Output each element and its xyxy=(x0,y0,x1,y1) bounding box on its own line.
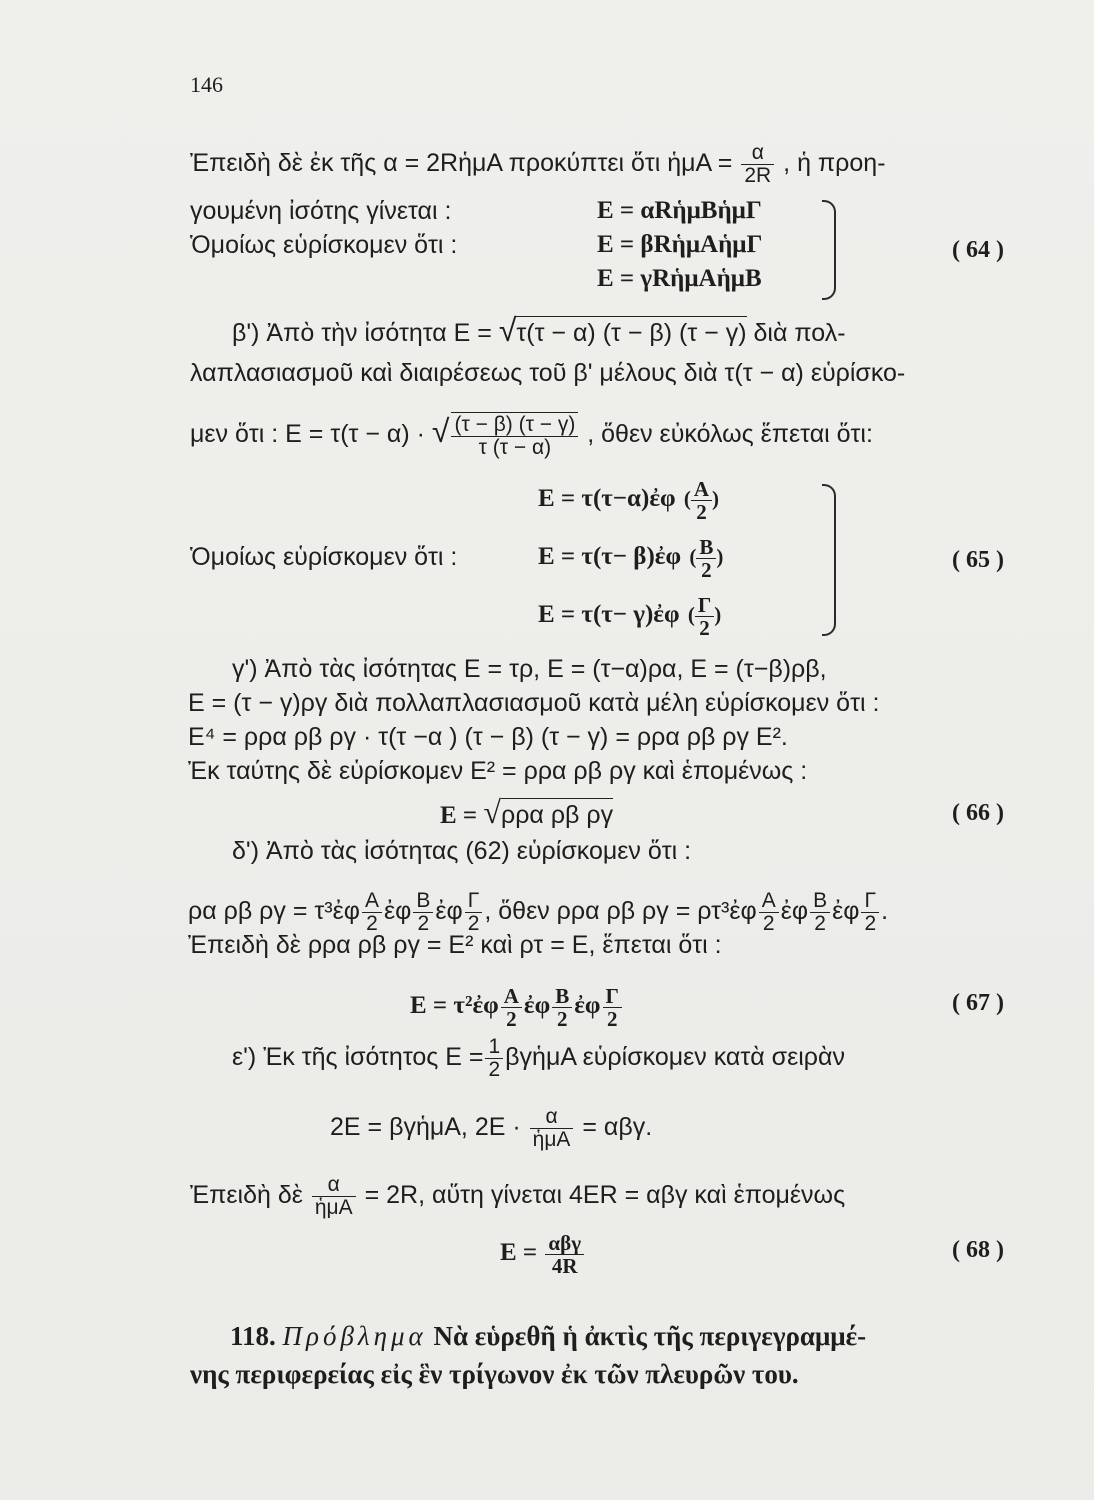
denominator: 2 xyxy=(506,1007,517,1031)
equation-number-67: ( 67 ) xyxy=(952,990,1004,1016)
numerator: Γ xyxy=(465,890,483,913)
text-segment: ἐφ xyxy=(832,897,860,926)
equation-67 xyxy=(410,985,624,1030)
text-line-6: λαπλασιασμοῦ καὶ διαιρέσεως τοῦ β' μέλους διὰ τ(τ − α) εὑρίσκο- xyxy=(190,359,906,387)
numerator: A xyxy=(362,890,382,913)
fraction-half-angle xyxy=(810,890,830,935)
radicand: ρρα ρβ ργ xyxy=(501,798,613,830)
equation-text: E = τ(τ−α)ἐφ xyxy=(538,485,676,513)
text-segment: ἐφ xyxy=(780,897,809,926)
text-line-21 xyxy=(330,1106,652,1151)
equation-65-line-3 xyxy=(538,594,723,639)
text-segment: βγἡμΑ εὑρίσκομεν κατὰ σειρὰν xyxy=(505,1043,845,1072)
denominator: 2 xyxy=(699,616,710,640)
numerator: Γ xyxy=(861,890,879,913)
text-line-17 xyxy=(188,890,888,935)
text-segment: Ἐπειδὴ δὲ ἐκ τῆς α = 2RἡμΑ προκύπτει ὅτι ἡμΑ = xyxy=(190,149,733,178)
equation-text: E = xyxy=(500,1239,538,1267)
denominator: 2 xyxy=(556,1007,568,1031)
equation-text: E = τ(τ− β)ἐφ xyxy=(538,543,682,571)
text-line-22 xyxy=(190,1174,845,1219)
text-segment: , ὅθεν ρρα ρβ ργ = ρτ³ἐφ xyxy=(484,897,757,926)
equation-number-66: ( 66 ) xyxy=(952,800,1004,826)
text-line-9: Ὁμοίως εὑρίσκομεν ὅτι : xyxy=(190,543,458,571)
text-segment: . xyxy=(881,897,889,926)
equation-text: ἐφ xyxy=(523,992,551,1020)
numerator: A xyxy=(759,890,779,913)
denominator: ἡμΑ xyxy=(532,1128,571,1151)
text-segment: = αβγ. xyxy=(582,1113,653,1142)
denominator: 2 xyxy=(467,912,480,935)
denominator: 4R xyxy=(551,1254,578,1278)
fraction-half-angle xyxy=(501,985,522,1030)
text-line-16: δ') Ἀπὸ τὰς ἰσότητας (62) εὑρίσκομεν ὅτι : xyxy=(232,837,692,865)
equation-text: E = τ(τ− γ)ἐφ xyxy=(538,601,680,629)
text-segment: β') Ἀπὸ τὴν ἰσότητα E = xyxy=(232,319,492,347)
fraction-half-angle xyxy=(759,890,779,935)
fraction-half-angle: ( $\frac{A}{2}$ ) xyxy=(683,477,720,524)
numerator: B xyxy=(810,890,830,913)
text-segment: , ἡ προη- xyxy=(783,149,886,178)
fraction-half-angle xyxy=(362,890,382,935)
problem-label: Πρόβλημα xyxy=(282,1321,427,1351)
radical-sign: √ xyxy=(498,312,517,348)
radicand: τ(τ − α) (τ − β) (τ − γ) xyxy=(516,316,746,348)
denominator: 2 xyxy=(606,1007,618,1031)
fraction-half-angle xyxy=(465,890,483,935)
denominator: 2 xyxy=(701,558,712,582)
equation-text: E = τ²ἐφ xyxy=(410,992,499,1020)
equation-number-65: ( 65 ) xyxy=(952,547,1004,573)
numerator: A xyxy=(691,478,712,501)
numerator: α xyxy=(312,1174,356,1197)
equation-number-68: ( 68 ) xyxy=(952,1237,1004,1263)
denominator: ἡμΑ xyxy=(314,1196,353,1219)
numerator: Γ xyxy=(695,594,714,617)
equation-68 xyxy=(500,1232,586,1277)
text-line-2: γουμένη ἰσότης γίνεται : xyxy=(190,197,452,225)
text-line-7 xyxy=(190,412,873,459)
problem-number: 118. xyxy=(230,1321,276,1351)
problem-heading-line-2: νης περιφερείας εἰς ἓν τρίγωνον ἐκ τῶν πλευρῶν του. xyxy=(190,1359,799,1389)
fraction-half-angle xyxy=(603,985,622,1030)
fraction-half-angle: ( $\frac{B}{2}$ ) xyxy=(689,535,724,582)
problem-heading-line-1 xyxy=(230,1318,866,1354)
text-line-1 xyxy=(190,142,886,187)
text-line-11: γ') Ἀπὸ τὰς ἰσότητας E = τρ, E = (τ−α)ρα, E = (τ−β)ρβ, xyxy=(232,655,827,683)
fraction-half-angle xyxy=(552,985,572,1030)
fraction-half-angle xyxy=(861,890,879,935)
equation-64-line-3: E = γRἡμAἡμB xyxy=(597,265,762,292)
equation-65-line-2 xyxy=(538,536,725,581)
equation-64-line-1: E = αRἡμBἡμΓ xyxy=(597,197,762,224)
numerator: B xyxy=(413,890,433,913)
text-segment: 2E = βγἡμΑ, 2E · xyxy=(330,1113,521,1142)
page-number: 146 xyxy=(190,72,223,97)
denominator: 2 xyxy=(762,912,775,935)
fraction-abc-over-4r xyxy=(545,1232,584,1277)
equation-66 xyxy=(440,794,614,831)
fraction-one-half xyxy=(485,1036,503,1081)
fraction-half-angle: ( $\frac{\Gamma}{2}$ ) xyxy=(687,593,722,640)
brace-64 xyxy=(822,200,836,300)
equation-65-line-1 xyxy=(538,478,721,523)
text-segment: διὰ πολ- xyxy=(753,319,846,347)
denominator: τ (τ − α) xyxy=(478,436,552,459)
numerator: α xyxy=(741,142,774,165)
radical-sign: √ xyxy=(431,413,450,450)
text-segment: Ἐπειδὴ δὲ xyxy=(190,1181,303,1210)
text-segment: ε') Ἐκ τῆς ἰσότητος E = xyxy=(232,1043,484,1072)
denominator: 2 xyxy=(864,912,877,935)
equation-64-line-2: E = βRἡμAἡμΓ xyxy=(597,231,763,258)
denominator: 2 xyxy=(366,912,378,935)
fraction-half-angle xyxy=(413,890,433,935)
text-line-18: Ἐπειδὴ δὲ ρρα ρβ ργ = E² καὶ ρτ = E, ἕπεται ὅτι : xyxy=(188,931,722,959)
fraction-a-over-sinA xyxy=(530,1106,574,1151)
numerator: αβγ xyxy=(545,1232,584,1255)
problem-text: Νὰ εὑρεθῆ ἡ ἀκτὶς τῆς περιγεγραμμέ- xyxy=(433,1321,867,1351)
radical-sign: √ xyxy=(483,794,501,830)
text-line-3: Ὁμοίως εὑρίσκομεν ὅτι : xyxy=(190,231,458,259)
text-line-12: E = (τ − γ)ργ διὰ πολλαπλασιασμοῦ κατὰ μέλη εὑρίσκομεν ὅτι : xyxy=(188,689,880,717)
numerator: Γ xyxy=(603,985,622,1008)
denominator: 2 xyxy=(696,500,707,524)
text-segment: = 2R, αὕτη γίνεται 4ER = αβγ καὶ ἑπομένως xyxy=(364,1181,846,1210)
equation-text: ἐφ xyxy=(574,992,601,1020)
text-segment: , ὅθεν εὐκόλως ἕπεται ὅτι: xyxy=(587,420,873,449)
equation-text: E = xyxy=(440,802,478,829)
denominator: 2 xyxy=(417,912,430,935)
numerator: B xyxy=(552,985,572,1008)
text-line-20 xyxy=(232,1036,845,1081)
denominator: 2R xyxy=(744,164,772,187)
denominator: 2 xyxy=(488,1058,501,1081)
equation-number-64: ( 64 ) xyxy=(952,237,1004,263)
text-segment: ρα ρβ ργ = τ³ἐφ xyxy=(188,897,360,926)
text-segment: ἐφ xyxy=(435,897,463,926)
denominator: 2 xyxy=(814,912,826,935)
fraction-a-over-2r xyxy=(741,142,774,187)
text-segment: μεν ὅτι : E = τ(τ − α) · xyxy=(190,420,425,449)
numerator: A xyxy=(501,985,522,1008)
text-segment: ἐφ xyxy=(383,897,412,926)
numerator: 1 xyxy=(485,1036,503,1059)
fraction-under-root xyxy=(451,412,578,459)
numerator: α xyxy=(530,1106,574,1129)
text-line-13: E⁴ = ρρα ρβ ργ · τ(τ −α ) (τ − β) (τ − γ) = ρρα ρβ ργ E². xyxy=(188,723,788,751)
numerator: B xyxy=(696,536,716,559)
text-line-5 xyxy=(232,312,846,348)
numerator: (τ − β) (τ − γ) xyxy=(451,414,578,437)
text-line-14: Ἐκ ταύτης δὲ εὑρίσκομεν E² = ρρα ρβ ργ καὶ ἑπομένως : xyxy=(188,757,808,785)
brace-65 xyxy=(822,484,836,636)
fraction-a-over-sinA xyxy=(312,1174,356,1219)
